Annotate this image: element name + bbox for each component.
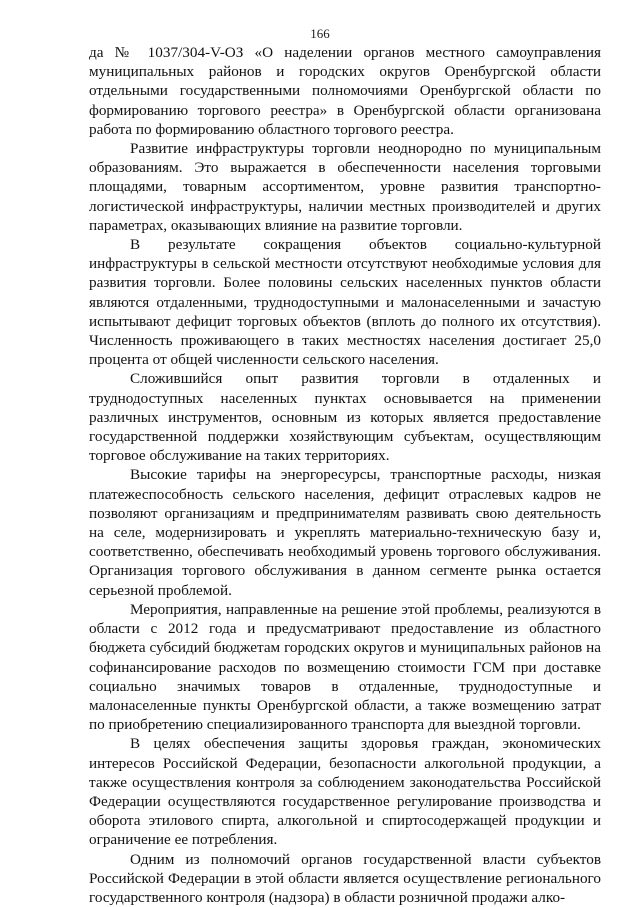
paragraph: В результате сокращения объектов социально-культурной инфраструктуры в сельской местности отсутствуют необходимые условия для развития торговли. Более половины сельских населенных пунктов области являются отдаленными, труднодоступными и малонаселенными и зачастую испытывают дефицит торговых объектов (вплоть до полного их отсутствия). Численность проживающего в таких местностях населения достигает 25,0 процента от общей численности сельского населения. (89, 236, 601, 369)
page-body (89, 43, 601, 907)
paragraph: Сложившийся опыт развития торговли в отдаленных и труднодоступных населенных пунктах основывается на применении различных инструментов, основным из которых является предоставление государственной поддержки хозяйствующим субъектам, осуществляющим торговое обслуживание на таких территориях. (89, 370, 601, 465)
paragraph: да № 1037/304-V-ОЗ «О наделении органов местного самоуправления муниципальных районов и городских округов Оренбургской области отдельными государственными полномочиями Оренбургской области по формированию торгового реестра» в Оренбургской области организована работа по формированию областного торгового реестра. (89, 44, 601, 138)
page-number: 166 (310, 26, 330, 41)
paragraph: Одним из полномочий органов государственной власти субъектов Российской Федерации в этой области является осуществление регионального государственного контроля (надзора) в области розничной продажи алко- (89, 850, 601, 906)
paragraph: В целях обеспечения защиты здоровья граждан, экономических интересов Российской Федерации, безопасности алкогольной продукции, а также осуществления контроля за соблюдением законодательства Российской Федерации осуществляются государственное регулирование производства и оборота этилового спирта, алкогольной и спиртосодержащей продукции и ограничение ее потребления. (89, 735, 601, 849)
paragraph: Высокие тарифы на энергоресурсы, транспортные расходы, низкая платежеспособность сельского населения, дефицит отраслевых кадров не позволяют организациям и предпринимателям развивать свою деятельность на селе, модернизировать и укреплять материально-техническую базу и, соответственно, обеспечивать необходимый уровень торгового обслуживания. Организация торгового обслуживания в данном сегменте рынка остается серьезной проблемой. (89, 466, 601, 599)
paragraph: Мероприятия, направленные на решение этой проблемы, реализуются в области с 2012 года и предусматривают предоставление из областного бюджета субсидий бюджетам городских округов и муниципальных районов на софинансирование расходов по возмещению стоимости ГСМ при доставке социально значимых товаров в отдаленные, труднодоступные и малонаселенные пункты Оренбургской области, а также возмещению затрат по приобретению специализированного транспорта для выездной торговли. (89, 600, 601, 734)
paragraph: Развитие инфраструктуры торговли неоднородно по муниципальным образованиям. Это выражается в обеспеченности населения торговыми площадями, товарным ассортиментом, уровне развития транспортно-логистической инфраструктуры, наличии местных производителей и других параметрах, оказывающих влияние на развитие торговли. (89, 140, 601, 234)
